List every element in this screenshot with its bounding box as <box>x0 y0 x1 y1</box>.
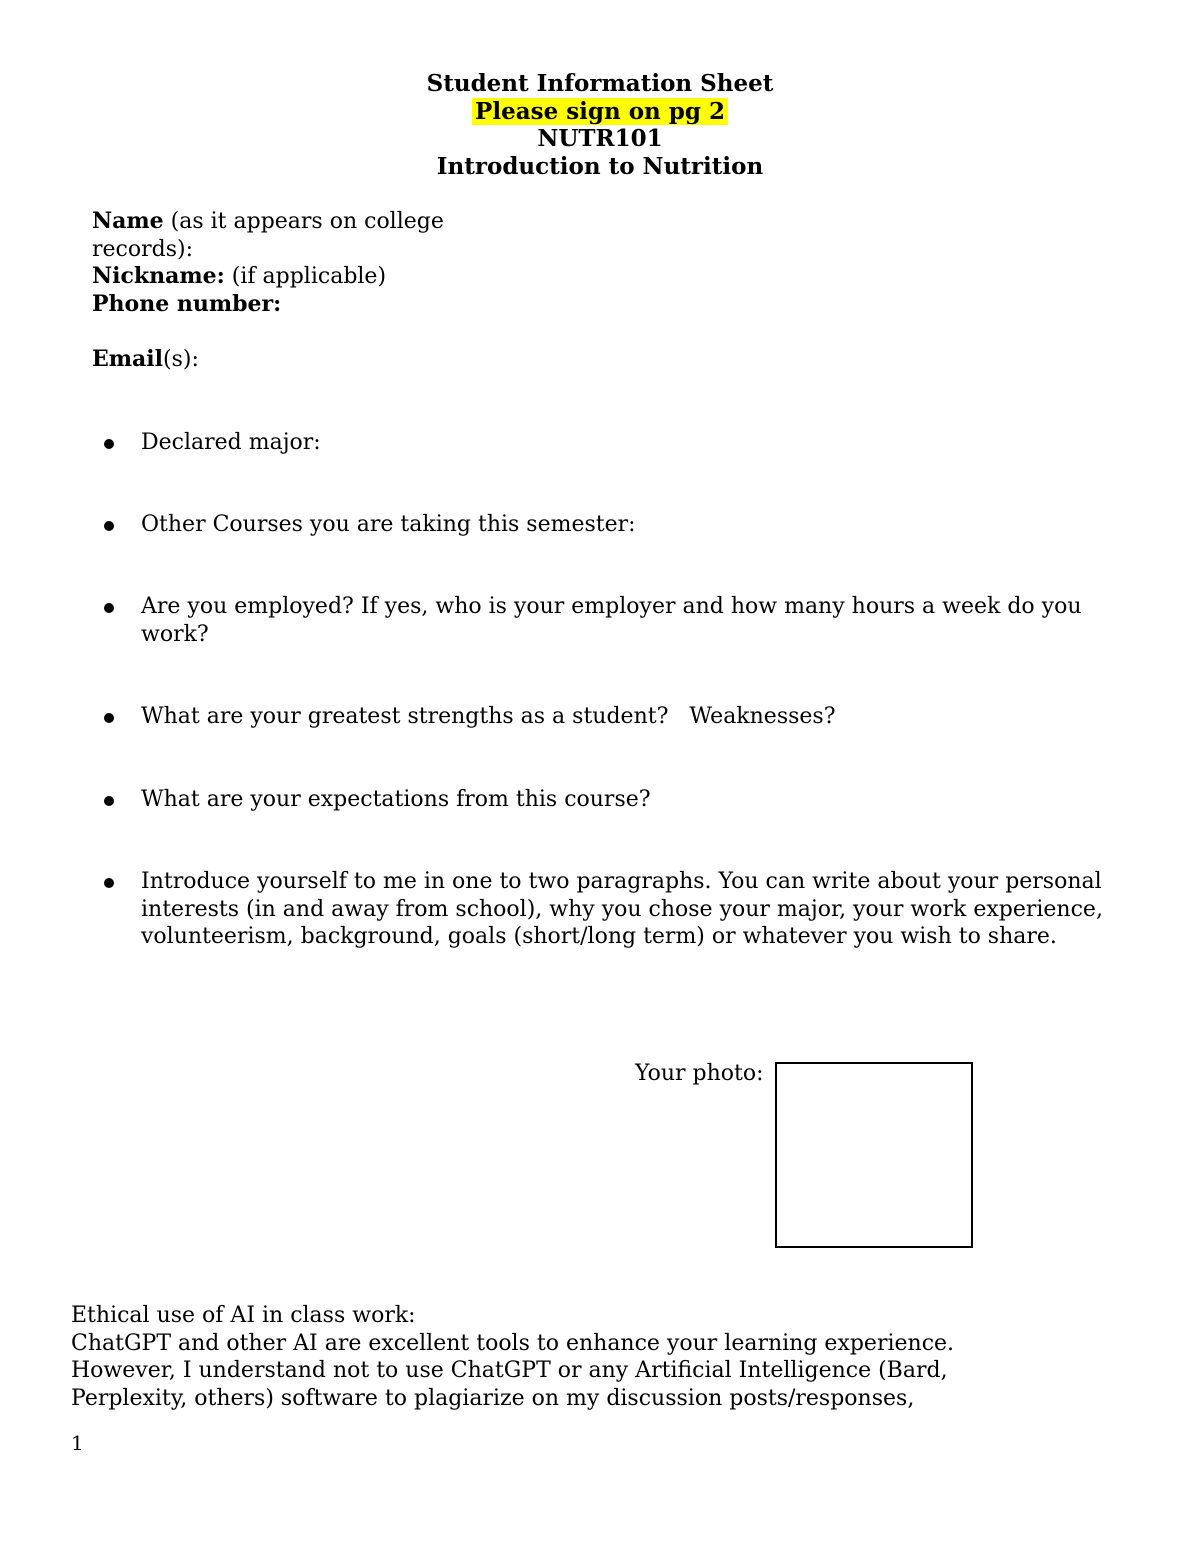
document-title: Student Information Sheet <box>426 70 774 97</box>
question-item: What are your greatest strengths as a student? Weaknesses? <box>141 704 836 729</box>
student-fields <box>92 208 444 373</box>
sign-note-highlight: Please sign on pg 2 <box>472 98 728 125</box>
question-item: Introduce yourself to me in one to two paragraphs. You can write about your personal interests (in and away from school), why you chose your major, your work experience, volunteerism, background, goals (short/long term) or whatever you wish to share. <box>141 869 1103 949</box>
ai-heading: Ethical use of AI in class work: <box>71 1303 416 1328</box>
nickname-note: (if applicable) <box>231 264 387 289</box>
bullet-icon <box>104 713 114 723</box>
course-code: NUTR101 <box>537 125 663 152</box>
ai-line: ChatGPT and other AI are excellent tools to enhance your learning experience. <box>71 1330 955 1356</box>
page-number: 1 <box>71 1431 84 1455</box>
email-label: Email <box>92 345 164 372</box>
name-note: (as it appears on college <box>170 209 444 234</box>
name-label: Name <box>92 208 164 234</box>
question-item: What are your expectations from this course? <box>141 787 651 812</box>
bullet-icon <box>104 439 114 449</box>
question-item: Other Courses you are taking this semester: <box>141 512 636 537</box>
email-suffix: (s): <box>163 346 199 372</box>
bullet-icon <box>104 603 114 613</box>
nickname-field <box>92 263 444 291</box>
bullet-icon <box>104 796 114 806</box>
question-item: Are you employed? If yes, who is your employer and how many hours a week do you work? <box>141 594 1082 647</box>
phone-field <box>92 291 444 319</box>
ai-line: However, I understand not to use ChatGPT or any Artificial Intelligence (Bard, <box>71 1358 948 1383</box>
photo-box <box>775 1062 973 1248</box>
ai-policy-section <box>71 1302 1131 1412</box>
nickname-label: Nickname: <box>92 263 225 289</box>
name-note-continued: records): <box>92 236 193 262</box>
bullet-icon <box>104 878 114 888</box>
email-field <box>92 346 444 374</box>
photo-label: Your photo: <box>635 1061 764 1086</box>
question-item: Declared major: <box>141 430 321 455</box>
course-name: Introduction to Nutrition <box>436 152 764 180</box>
name-field <box>92 208 444 236</box>
bullet-icon <box>104 521 114 531</box>
phone-label: Phone number: <box>92 290 282 317</box>
ai-line: Perplexity, others) software to plagiarize on my discussion posts/responses, <box>71 1385 915 1411</box>
document-header <box>0 70 1200 180</box>
